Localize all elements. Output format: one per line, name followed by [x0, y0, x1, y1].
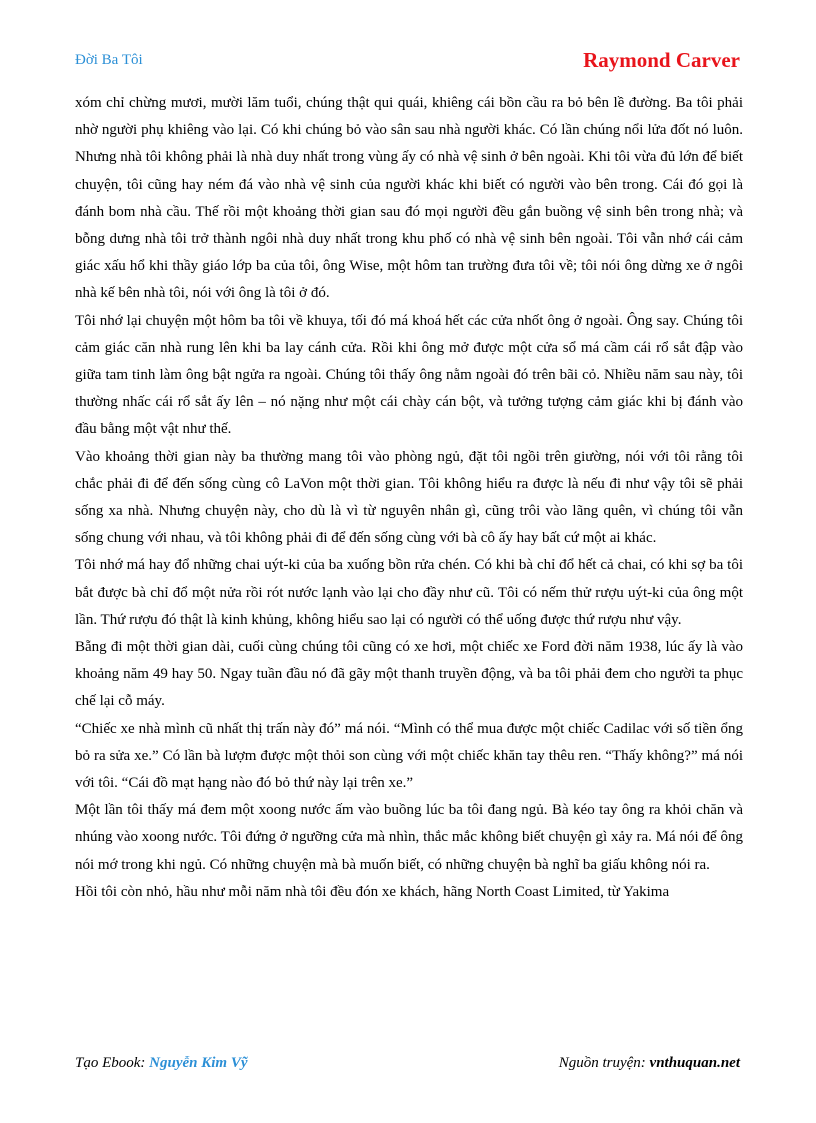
paragraph: Một lần tôi thấy má đem một xoong nước ấm vào buồng lúc ba tôi đang ngủ. Bà kéo tay ông ra khỏi chăn và nhúng vào xoong nước. Tôi đứng ở ngưỡng cửa mà nhìn, thắc mắc không biết chuyện gì xảy ra. Má nói để ông nói mớ trong khi ngủ. Có những chuyện mà bà muốn biết, có những chuyện bà nghĩ ba giấu không nói ra. — [75, 802, 743, 873]
ebook-label: Tạo Ebook — [75, 1055, 141, 1071]
source-separator: : — [640, 1055, 650, 1071]
source-label: Nguồn truyện — [558, 1055, 641, 1071]
paragraph: Hồi tôi còn nhỏ, hầu như mỗi năm nhà tôi đều đón xe khách, hãng North Coast Limited, từ Yakima — [75, 883, 670, 900]
page-body — [75, 90, 743, 906]
paragraph: “Chiếc xe nhà mình cũ nhất thị trấn này đó” má nói. “Mình có thể mua được một chiếc Cadilac với số tiền ổng bỏ ra sửa xe.” Có lần bà lượm được một thỏi son cùng với một chiếc khăn tay thêu ren. “Thấy không?” má nói với tôi. “Cái đồ mạt hạng nào đó bỏ thứ này lại trên xe.” — [75, 720, 743, 792]
paragraph: xóm chỉ chừng mươi, mười lăm tuổi, chúng thật qui quái, khiêng cái bồn cầu ra bỏ bên lề đường. Ba tôi phải nhờ người phụ khiêng vào lại. Có khi chúng bỏ vào sân sau nhà người khác. Có lần chúng nổi lửa đốt nó luôn. Nhưng nhà tôi không phải là nhà duy nhất trong vùng ấy có nhà vệ sinh ở bên ngoài. Khi tôi vừa đủ lớn để biết chuyện, tôi cũng hay ném đá vào nhà vệ sinh của người khác khi biết có người vào bên trong. Cái đó gọi là đánh bom nhà cầu. Thế rồi một khoảng thời gian sau đó mọi người đều gắn buồng vệ sinh bên trong nhà; và bỗng dưng nhà tôi trở thành ngôi nhà duy nhất trong khu phố có nhà vệ sinh bên ngoài. Tôi vẫn nhớ cái cảm giác xấu hổ khi thầy giáo lớp ba của tôi, ông Wise, một hôm tan trường đưa tôi về; tôi nói ông dừng xe ở ngôi nhà kế bên nhà tôi, nói với ông là tôi ở đó. — [75, 95, 743, 302]
book-title: Đời Ba Tôi — [75, 52, 143, 68]
paragraph: Vào khoảng thời gian này ba thường mang tôi vào phòng ngủ, đặt tôi ngồi trên giường, nói với tôi rằng tôi chắc phải đi để đến sống cùng cô LaVon một thời gian. Tôi không hiểu ra được là nếu đi như vậy tôi sẽ phải sống xa nhà. Nhưng chuyện này, cho dù là vì từ nguyên nhân gì, cũng trôi vào lãng quên, vì chúng tôi vẫn sống chung với nhau, và tôi không phải đi để đến sống cùng với bà cô ấy hay bất cứ một ai khác. — [75, 448, 743, 547]
paragraph: Bẵng đi một thời gian dài, cuối cùng chúng tôi cũng có xe hơi, một chiếc xe Ford đời năm 1938, lúc ấy là vào khoảng năm 49 hay 50. Ngay tuần đầu nó đã gãy một thanh truyền động, và ba tôi phải đem cho người ta phục chế lại cỗ máy. — [75, 639, 743, 710]
source-credit — [559, 1055, 740, 1072]
paragraph: Tôi nhớ má hay đổ những chai uýt-ki của ba xuống bồn rửa chén. Có khi bà chỉ đổ hết cả chai, có khi sợ ba tôi bắt được bà chỉ đổ một nửa rồi rót nước lạnh vào lại cho đầy như cũ. Tôi có nếm thử rượu uýt-ki của ông một lần. Thứ rượu đó thật là kinh khủng, không hiểu sao lại có người có thể uống được thứ rượu như vậy. — [75, 557, 743, 628]
ebook-creator: Nguyễn Kim Vỹ — [149, 1055, 248, 1071]
source-site: vnthuquan.net — [649, 1055, 740, 1071]
ebook-separator: : — [140, 1055, 150, 1071]
author-name: Raymond Carver — [583, 48, 740, 72]
ebook-credit — [75, 1055, 248, 1072]
paragraph: Tôi nhớ lại chuyện một hôm ba tôi về khuya, tối đó má khoá hết các cửa nhốt ông ở ngoài. Ông say. Chúng tôi cảm giác căn nhà rung lên khi ba lay cánh cửa. Rồi khi ông mở được một cửa sổ má cầm cái rổ sắt đập vào giữa tam tinh làm ông bật ngửa ra ngoài. Chúng tôi thấy ông nằm ngoài đó trên bãi cỏ. Nhiều năm sau này, tôi thường nhấc cái rổ sắt ấy lên – nó nặng như một cái chày cán bột, và tưởng tượng cảm giác khi bị đánh vào đầu bằng một vật như thế. — [75, 312, 743, 438]
